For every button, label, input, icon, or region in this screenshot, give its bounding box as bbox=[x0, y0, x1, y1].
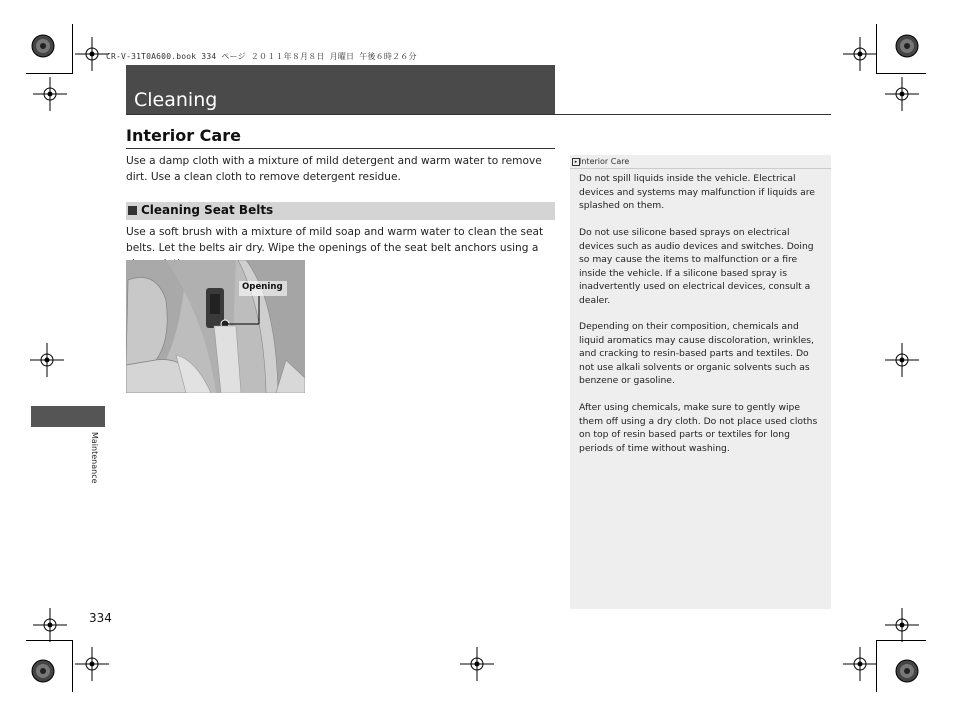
figure-label-opening: Opening bbox=[242, 282, 283, 292]
subheading-square-icon bbox=[128, 206, 137, 215]
page-number: 334 bbox=[89, 611, 112, 625]
subheading: Cleaning Seat Belts bbox=[141, 203, 274, 217]
chapter-tab-label: Maintenance bbox=[90, 432, 99, 484]
section-heading: Interior Care bbox=[126, 126, 241, 145]
sidebar-divider bbox=[570, 168, 831, 169]
sidebar-paragraph: Depending on their composition, chemicals and liquid aromatics may cause discoloration, wrinkles, and cracking to resin-based parts and textiles. Do not use alkali solvents or organic solvents such as benzene or gasoline. bbox=[579, 321, 814, 386]
print-info: CR-V-31T0A600.book 334 ページ ２０１１年８月８日 月曜日 午後６時２６分 bbox=[106, 52, 417, 61]
sidebar-paragraph: Do not spill liquids inside the vehicle. Electrical devices and systems may malfunction if liquids are splashed on them. bbox=[579, 173, 815, 211]
sidebar-title: Interior Care bbox=[579, 157, 630, 166]
sidebar-paragraph: After using chemicals, make sure to gently wipe them off using a dry cloth. Do not place used cloths on top of resin based parts or textiles for long periods of time without washing. bbox=[579, 402, 818, 454]
intro-paragraph: Use a damp cloth with a mixture of mild detergent and warm water to remove dirt. Use a clean cloth to remove detergent residue. bbox=[126, 155, 542, 183]
chapter-tab bbox=[31, 406, 105, 427]
seat-belt-illustration bbox=[126, 260, 305, 393]
title-rule bbox=[126, 114, 831, 115]
section-rule bbox=[126, 148, 555, 149]
sidebar-paragraph: Do not use silicone based sprays on electrical devices such as audio devices and switches. Doing so may cause the items to malfunction or a fire inside the vehicle. If a silicone based spray is inadvertently used on electrical devices, consult a dealer. bbox=[579, 227, 814, 306]
seat-belt-paragraph: Use a soft brush with a mixture of mild soap and warm water to clean the seat belts. Let the belts air dry. Wipe the openings of the seat belt anchors using a bbox=[126, 226, 544, 254]
page-title: Cleaning bbox=[134, 89, 218, 111]
reference-arrow-icon: ▸ bbox=[572, 158, 580, 166]
